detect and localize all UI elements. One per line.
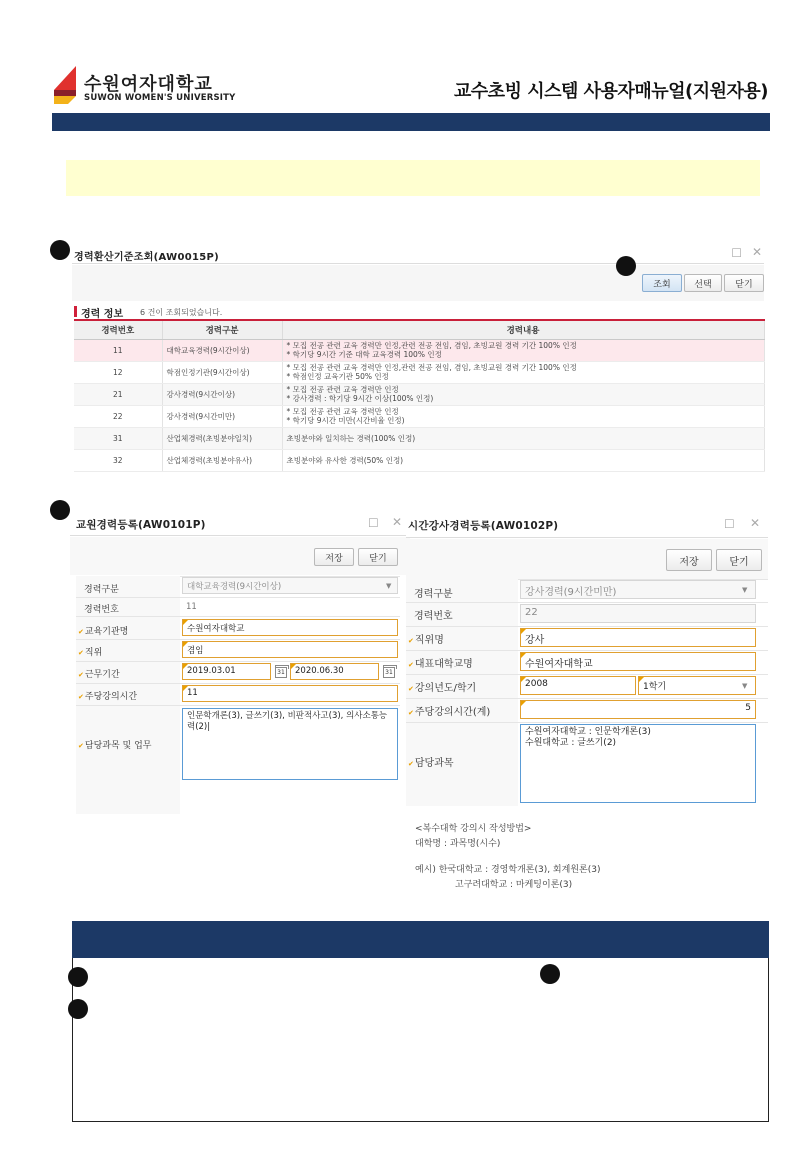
table-row[interactable] [74, 427, 764, 449]
table-row[interactable] [74, 449, 764, 471]
semester-select[interactable]: 1학기 [638, 676, 756, 695]
university-label: ✔ 대표대학교명 [408, 655, 473, 670]
lecturer-career-window [406, 510, 768, 806]
career-criteria-window-title: 경력환산기준조회(AW0015P) [74, 252, 220, 263]
career-no-cell: 22 [74, 405, 162, 427]
maximize-icon[interactable]: ☐ [368, 516, 379, 530]
career-type-select[interactable]: 대학교육경력(9시간이상) [182, 577, 398, 594]
guide-example-1: 예시) 한국대학교 : 경영학개론(3), 회계원론(3) [415, 865, 601, 875]
step-marker-4 [68, 967, 88, 987]
subjects-label: ✔ 담당과목 및 업무 [78, 738, 151, 751]
period-start-input[interactable]: 2019.03.01 [182, 663, 271, 680]
career-type-cell: 학점인정기관(9시간이상) [162, 361, 282, 383]
institution-label: ✔ 교육기관명 [78, 624, 128, 637]
career-no-value: 22 [520, 604, 756, 623]
career-no-cell: 12 [74, 361, 162, 383]
university-input[interactable]: 수원여자대학교 [520, 652, 756, 671]
career-type-cell: 강사경력(9시간이상) [162, 383, 282, 405]
step-marker-2 [616, 256, 636, 276]
lecture-year-input[interactable]: 2008 [520, 676, 636, 695]
weekly-hours-input[interactable]: 5 [520, 700, 756, 719]
maximize-icon[interactable]: ☐ [731, 246, 742, 260]
career-no-cell: 21 [74, 383, 162, 405]
column-header: 경력구분 [162, 320, 282, 339]
career-no-label: 경력번호 [414, 611, 453, 622]
lecturer-career-window-title: 시간강사경력등록(AW0102P) [408, 520, 559, 532]
chevron-down-icon[interactable]: ▼ [742, 682, 748, 690]
step-marker-6 [68, 999, 88, 1019]
institution-input[interactable]: 수원여자대학교 [182, 619, 398, 636]
table-row[interactable] [74, 361, 764, 383]
university-logo-icon [52, 66, 76, 104]
position-input[interactable]: 겸임 [182, 641, 398, 658]
result-count: 6 건이 조회되었습니다. [140, 308, 223, 317]
lecturer-career-toolbar [406, 539, 768, 579]
year-semester-label: ✔ 강의년도/학기 [408, 679, 476, 694]
subjects-line: 수원대학교 : 글쓰기(2) [525, 738, 617, 748]
table-header-row [74, 320, 764, 339]
note-box [66, 160, 760, 196]
subjects-textarea[interactable] [520, 724, 756, 803]
save-button[interactable]: 저장 [666, 549, 712, 571]
maximize-icon[interactable]: ☐ [724, 517, 735, 531]
period-end-input[interactable]: 2020.06.30 [290, 663, 379, 680]
step-marker-1 [50, 240, 70, 260]
career-no-cell: 32 [74, 449, 162, 471]
description-box [72, 958, 769, 1122]
calendar-icon[interactable]: 31 [383, 667, 395, 678]
weekly-hours-label: ✔ 주당강의시간 [78, 689, 137, 702]
column-header: 경력내용 [282, 320, 764, 339]
calendar-icon[interactable]: 31 [275, 667, 287, 678]
faculty-career-window-title: 교원경력등록(AW0101P) [76, 519, 206, 531]
subjects-textarea[interactable]: 인문학개론(3), 글쓰기(3), 비판적사고(3), 의사소통능력(2)| [182, 708, 398, 780]
column-header: 경력번호 [74, 320, 162, 339]
period-label: ✔ 근무기간 [78, 667, 120, 680]
faculty-career-window [70, 510, 410, 810]
career-content-cell: * 모집 전공 관련 교육 경력만 인정 * 강사경력 : 학기당 9시간 이상(100% 인정) [282, 383, 764, 405]
career-type-cell: 산업체경력(초빙분야유사) [162, 449, 282, 471]
guide-example-2: 고구려대학교 : 마케팅이론(3) [455, 880, 573, 890]
career-content-cell: 초빙분야와 일치하는 경력(100% 인정) [282, 427, 764, 449]
career-content-cell: 초빙분야와 유사한 경력(50% 인정) [282, 449, 764, 471]
school-name-en: SUWON WOMEN'S UNIVERSITY [84, 93, 236, 103]
career-criteria-table [74, 319, 765, 472]
career-no-cell: 31 [74, 427, 162, 449]
weekly-hours-input[interactable]: 11 [182, 685, 398, 702]
table-row[interactable] [74, 339, 764, 361]
career-no-label: 경력번호 [84, 605, 119, 615]
close-icon[interactable]: ✕ [392, 515, 403, 529]
subjects-label: ✔ 담당과목 [408, 754, 454, 769]
step-marker-5 [540, 964, 560, 984]
career-type-label: 경력구분 [414, 589, 453, 600]
save-button[interactable]: 저장 [314, 548, 354, 566]
close-button[interactable]: 닫기 [716, 549, 762, 571]
multi-university-guide-title: <복수대학 강의시 작성방법> [415, 824, 532, 834]
career-type-cell: 강사경력(9시간미만) [162, 405, 282, 427]
section-marker [74, 306, 77, 317]
career-no-cell: 11 [74, 339, 162, 361]
career-no-value: 11 [186, 602, 197, 612]
close-button[interactable]: 닫기 [358, 548, 398, 566]
section-title: 경력 정보 [81, 309, 124, 320]
table-row[interactable] [74, 405, 764, 427]
position-input[interactable]: 강사 [520, 628, 756, 647]
select-button[interactable]: 선택 [684, 274, 722, 292]
close-button[interactable]: 닫기 [724, 274, 764, 292]
description-header-bar [72, 921, 769, 958]
position-label: ✔ 직위명 [408, 631, 444, 646]
position-label: ✔ 직위 [78, 645, 102, 658]
document-title: 교수초빙 시스템 사용자매뉴얼(지원자용) [453, 81, 768, 102]
subjects-line: 수원여자대학교 : 인문학개론(3) [525, 727, 651, 737]
career-content-cell: * 모집 전공 관련 교육 경력만 인정 * 학기당 9시간 미만(시간비율 인정) [282, 405, 764, 427]
school-name-kr: 수원여자대학교 [84, 74, 213, 95]
career-criteria-window-titlebar [72, 244, 764, 264]
close-icon[interactable]: ✕ [750, 516, 761, 530]
table-row[interactable] [74, 383, 764, 405]
career-content-cell: * 모집 전공 관련 교육 경력만 인정,관련 전공 전임, 겸임, 초빙교원 경력 기간 100% 인정 * 학점인정 교육기관 50% 인정 [282, 361, 764, 383]
close-icon[interactable]: ✕ [751, 245, 762, 259]
career-type-select[interactable]: 강사경력(9시간미만) [520, 580, 756, 599]
weekly-hours-label: ✔ 주당강의시간(계) [408, 703, 490, 718]
career-type-cell: 산업체경력(초빙분야일치) [162, 427, 282, 449]
chevron-down-icon[interactable]: ▼ [386, 582, 392, 590]
career-content-cell: * 모집 전공 관련 교육 경력만 인정,관련 전공 전임, 겸임, 초빙교원 경력 기간 100% 인정 * 학기당 9시간 기준 대학 교육경력 100% 인정 [282, 339, 764, 361]
career-type-cell: 대학교육경력(9시간이상) [162, 339, 282, 361]
search-button[interactable]: 조회 [642, 274, 682, 292]
career-type-label: 경력구분 [84, 585, 119, 595]
chevron-down-icon[interactable]: ▼ [742, 586, 748, 594]
guide-format: 대학명 : 과목명(시수) [415, 839, 501, 849]
header-bar [52, 113, 770, 131]
step-marker-3 [50, 500, 70, 520]
